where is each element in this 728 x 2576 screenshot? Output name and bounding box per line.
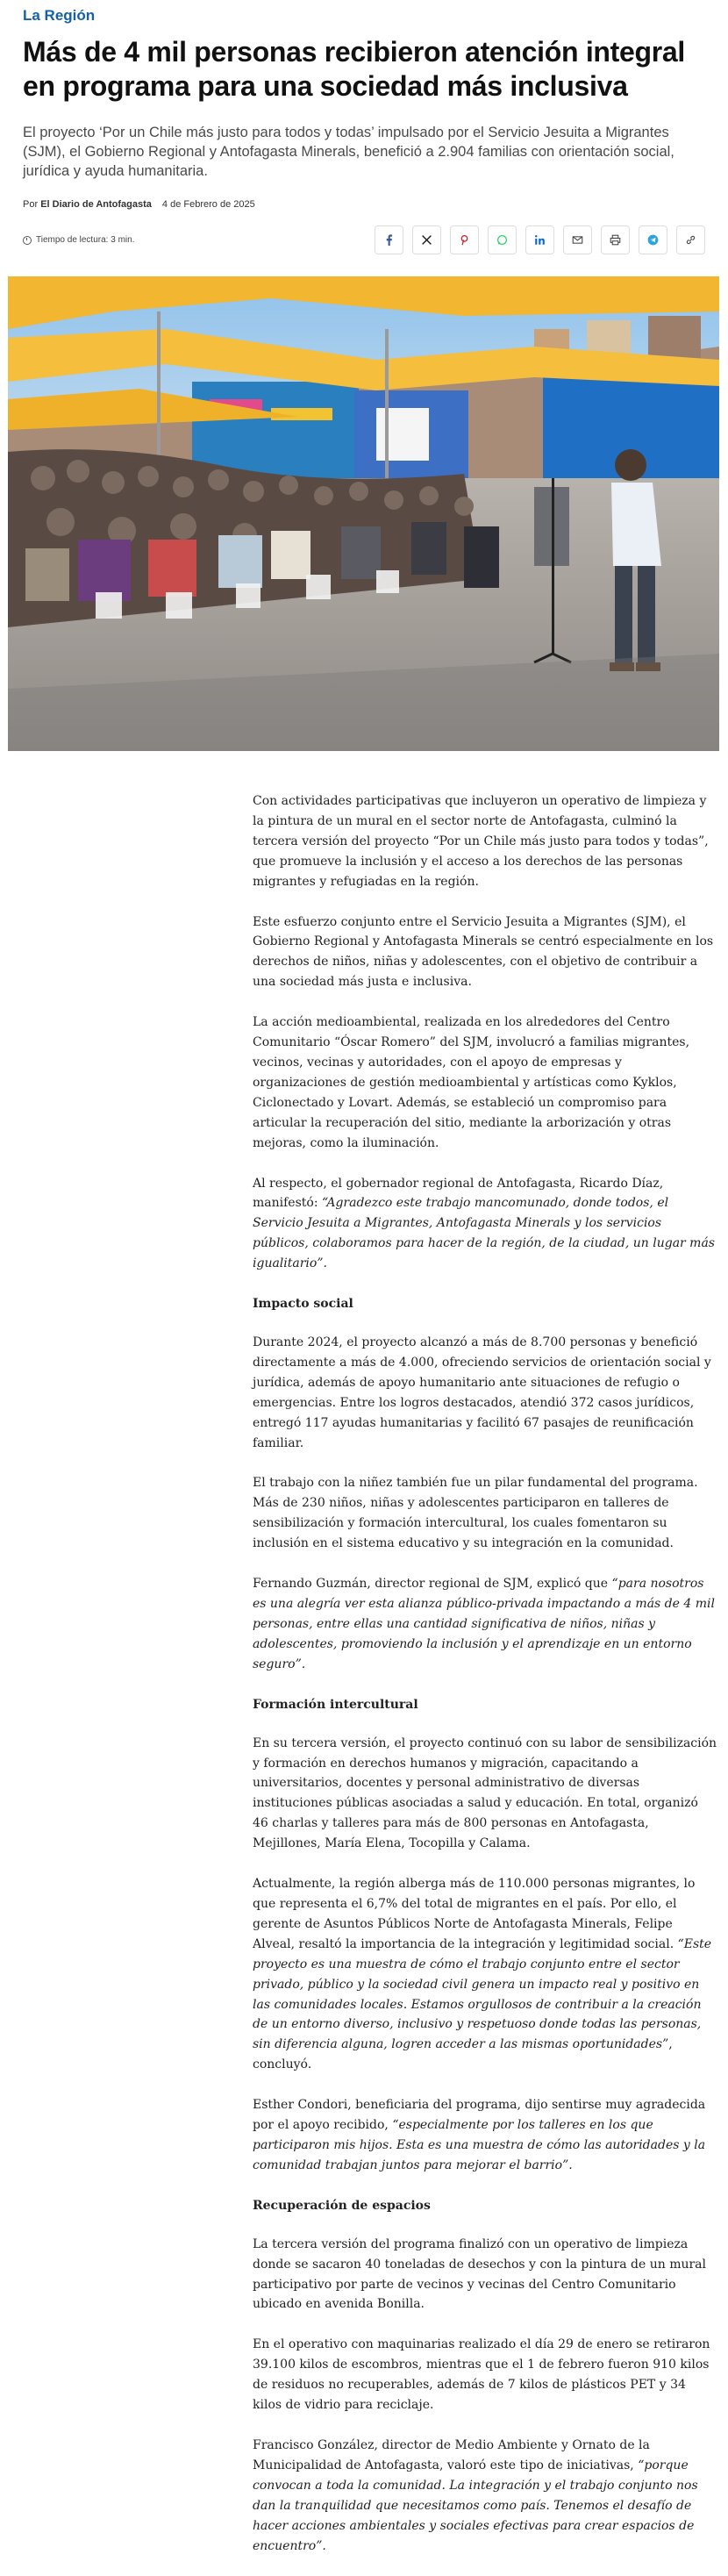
read-time-text: Tiempo de lectura: 3 min. [36, 235, 135, 245]
paragraph: En su tercera versión, el proyecto continuó con su labor de sensibilización y formación en derechos humanos y migración, capacitando a universitarios, docentes y personal administrativo de diversas instituciones públicas asociadas a salud y educación. En total, organizó 46 charlas y talleres para más de 800 personas en Antofagasta, Mejillones, María Elena, Tocopilla y Calama. [253, 1735, 717, 1851]
paragraph [253, 2095, 717, 2176]
print-icon[interactable] [601, 225, 630, 254]
quote: “Agradezco este trabajo mancomunado, donde todos, el Servicio Jesuita a Migrantes, Antofagasta Minerals y los servicios públicos, colaboramos para hacer de la región, de la ciudad, un lugar más igualitario”. [253, 1196, 715, 1271]
share-bar [375, 225, 705, 254]
paragraph: Durante 2024, el proyecto alcanzó a más de 8.700 personas y benefició directamente a más de 4.000, ofreciendo servicios de orientación social y jurídica, además de apoyo humanitario ante situaciones de refugio o emergencias. Entre los logros destacados, atendió 372 casos jurídicos, entregó 117 ayudas humanitarias y facilitó 67 pasajes de reunificación familiar. [253, 1335, 711, 1450]
paragraph-text: Actualmente, la región alberga más de 110.000 personas migrantes, lo que representa el 6,7% del total de migrantes en el país. Por ello, el gerente de Asuntos Públicos Norte de Antofagasta Minerals, Felipe Alveal, resaltó la importancia de la integración y legitimidad social. [253, 1877, 696, 1951]
email-icon[interactable] [563, 225, 592, 254]
headline: Más de 4 mil personas recibieron atención integral en programa para una sociedad más inclusiva [23, 36, 686, 102]
paragraph [253, 1174, 717, 1275]
paragraph: Este esfuerzo conjunto entre el Servicio Jesuita a Migrantes (SJM), el Gobierno Regional y Antofagasta Minerals se centró especialmente en los derechos de niños, niñas y adolescentes, con el objetivo de contribuir a una sociedad más justa e inclusiva. [253, 914, 714, 990]
paragraph: La acción medioambiental, realizada en los alrededores del Centro Comunitario “Óscar Romero” del SJM, involucró a familias migrantes, vecinos, vecinas y autoridades, con el apoyo de empresas y organizaciones de gestión medioambiental y artísticas como Kyklos, Ciclonectado y Lovart. Además, se estableció un compromiso para articular la recuperación del sitio, mediante la arborización y otras mejoras, como la iluminación. [253, 1015, 690, 1150]
article-header [0, 0, 728, 254]
paragraph: Con actividades participativas que incluyeron un operativo de limpieza y la pintura de un mural en el sector norte de Antofagasta, culminó la tercera versión del proyecto “Por un Chile más justo para todos y todas”, que promueve la inclusión y el acceso a los derechos de las personas migrantes y refugiadas en la región. [253, 794, 709, 889]
event-photo-illustration [8, 276, 719, 751]
quote: “para nosotros es una alegría ver esta alianza público-privada impactando a más de 4 mil personas, entre ellas una cantidad significativa de niños, niñas y adolescentes, promoviendo la inclusión y el aprendizaje en un entorno seguro”. [253, 1577, 715, 1671]
paragraph: El trabajo con la niñez también fue un pilar fundamental del programa. Más de 230 niños, niñas y adolescentes participaron en talleres de sensibilización y formación intercultural, los cuales fomentaron su inclusión en el sistema educativo y su integración en la comunidad. [253, 1476, 698, 1551]
paragraph-text: , concluyó. [253, 2037, 673, 2072]
quote: “Este proyecto es una muestra de cómo el trabajo conjunto entre el sector privado, público y la sociedad civil genera un impacto real y positivo en las comunidades locales. Estamos orgullosos de contribuir a la creación de un entorno diverso, inclusivo y respetuoso donde todas las personas, sin diferencia alguna, logren acceder a las mismas oportunidades” [253, 1936, 712, 2052]
paragraph [253, 1574, 717, 1675]
whatsapp-icon[interactable] [488, 225, 517, 254]
linkedin-icon[interactable] [525, 225, 554, 254]
read-time [23, 235, 134, 245]
publish-date: 4 de Febrero de 2025 [161, 199, 255, 210]
subheading: Recuperación de espacios [253, 2198, 431, 2213]
link-icon[interactable] [676, 225, 705, 254]
subheading: Formación intercultural [253, 1697, 418, 1712]
byline-label: Por [23, 199, 39, 210]
clock-icon [23, 236, 32, 245]
x-icon[interactable] [412, 225, 441, 254]
telegram-icon[interactable] [639, 225, 667, 254]
quote: “especialmente por los talleres en los que participaron mis hijos. Esta es una muestra de cómo las autoridades y la comunidad trabajan juntos para mejorar el barrio”. [253, 2118, 706, 2172]
hero-photo [8, 276, 719, 751]
quote: “porque convocan a toda la comunidad. La integración y el trabajo conjunto nos dan la tranquilidad que necesitamos como país. Tenemos el desafío de hacer acciones ambientales y sociales efectivas para crear espacios de encuentro”. [253, 2458, 698, 2553]
paragraph-text: Al respecto, el gobernador regional de Antofagasta, Ricardo Díaz, manifestó: [253, 1176, 664, 1211]
article-body [253, 791, 717, 2576]
facebook-icon[interactable] [375, 225, 403, 254]
byline-author[interactable]: El Diario de Antofagasta [40, 199, 152, 210]
section-link[interactable]: La Región [23, 7, 96, 24]
paragraph-text: Esther Condori, beneficiaria del programa, dijo sentirse muy agradecida por el apoyo recibido, [253, 2098, 706, 2133]
byline [23, 199, 705, 210]
meta-row [23, 225, 705, 254]
paragraph: La tercera versión del programa finalizó con un operativo de limpieza donde se sacaron 40 toneladas de desechos y con la pintura de un mural participativo por parte de vecinos y vecinas del Centro Comunitario ubicado en avenida Bonilla. [253, 2236, 707, 2312]
lede: El proyecto ‘Por un Chile más justo para todos y todas’ impulsado por el Servicio Jesuita a Migrantes (SJM), el Gobierno Regional y Antofagasta Minerals, benefició a 2.904 familias con orientación social, jurídica y ayuda humanitaria. [23, 125, 674, 179]
paragraph [253, 1874, 717, 2075]
paragraph: En el operativo con maquinarias realizado el día 29 de enero se retiraron 39.100 kilos de escombros, mientras que el 1 de febrero fueron 910 kilos de residuos no recuperables, además de 7 kilos de plásticos PET y 34 kilos de vidrio para reciclaje. [253, 2337, 710, 2413]
paragraph-text: Francisco González, director de Medio Ambiente y Ornato de la Municipalidad de Antofagasta, valoró este tipo de iniciativas, [253, 2438, 650, 2472]
pinterest-icon[interactable] [450, 225, 479, 254]
paragraph-text: Fernando Guzmán, director regional de SJM, explicó que [253, 1577, 612, 1592]
subheading: Impacto social [253, 1297, 353, 1312]
paragraph [253, 2436, 717, 2556]
